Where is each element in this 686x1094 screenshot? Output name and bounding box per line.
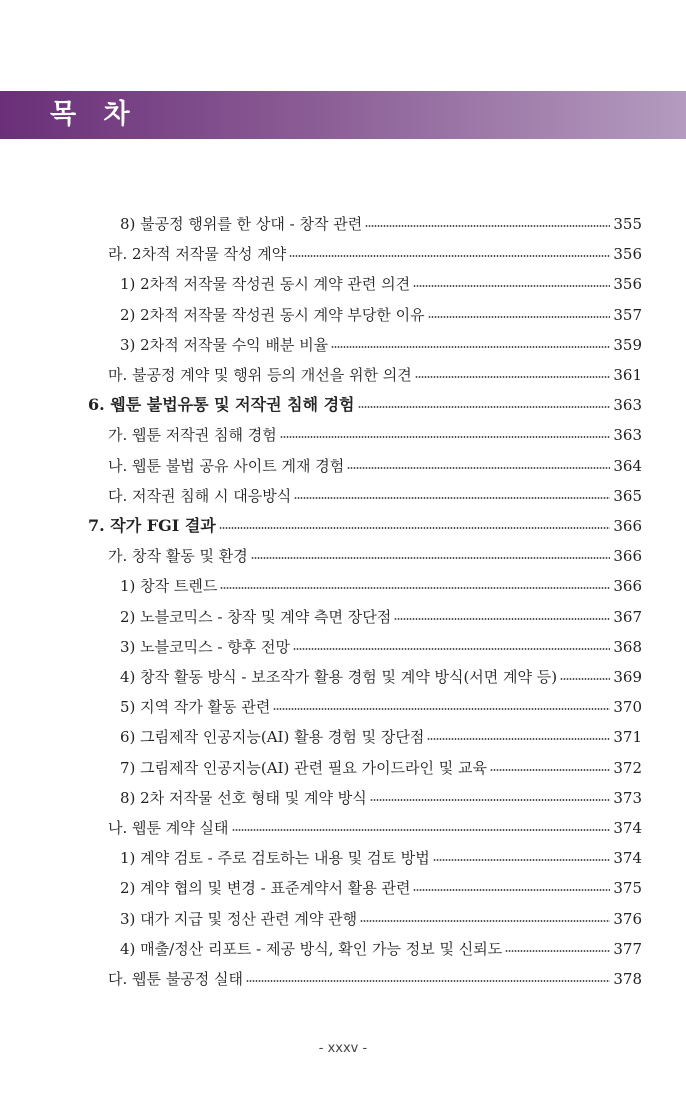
- dot-leader: [428, 316, 611, 318]
- dot-leader: [232, 829, 611, 831]
- dot-leader: [365, 225, 610, 227]
- dot-leader: [415, 376, 611, 378]
- toc-entry[interactable]: [88, 390, 642, 420]
- toc-entry-label: 4) 매출/정산 리포트 - 제공 방식, 확인 가능 정보 및 신뢰도: [120, 939, 503, 958]
- header-band: [0, 91, 686, 139]
- dot-leader: [433, 859, 611, 861]
- toc-entry-page: 364: [613, 456, 642, 475]
- toc-entry[interactable]: [120, 300, 642, 330]
- dot-leader: [370, 799, 611, 801]
- page-title: 목 차: [50, 99, 139, 130]
- toc-entry-label: 가. 웹툰 저작권 침해 경험: [108, 426, 277, 445]
- toc-entry-page: 376: [613, 909, 642, 928]
- toc-entry[interactable]: [120, 602, 642, 632]
- toc-entry-page: 356: [613, 275, 642, 294]
- dot-leader: [360, 920, 610, 922]
- toc-entry-label: 3) 노블코믹스 - 향후 전망: [120, 637, 290, 656]
- toc-entry-label: 8) 불공정 행위를 한 상대 - 창작 관련: [120, 215, 363, 233]
- toc-entry-label: 3) 2차적 저작물 수익 배분 비율: [120, 335, 329, 354]
- dot-leader: [220, 587, 610, 589]
- dot-leader: [289, 255, 610, 257]
- toc-entry-page: 357: [613, 305, 642, 324]
- toc-entry-page: 373: [613, 788, 642, 807]
- toc-entry-page: 375: [613, 879, 642, 898]
- toc-entry[interactable]: [108, 420, 642, 450]
- toc-entry-page: 369: [613, 668, 642, 686]
- dot-leader: [560, 678, 610, 680]
- dot-leader: [246, 980, 610, 982]
- toc-entry-label: 3) 대가 지급 및 정산 관련 계약 관행: [120, 909, 358, 928]
- toc-entry-page: 356: [613, 245, 642, 264]
- toc-entry-label: 7. 작가 FGI 결과: [88, 516, 216, 535]
- toc-entry-page: 366: [613, 517, 642, 535]
- toc-entry-label: 7) 그림제작 인공지능(AI) 관련 필요 가이드라인 및 교육: [120, 758, 488, 777]
- dot-leader: [331, 346, 610, 348]
- toc-entry[interactable]: [120, 571, 642, 601]
- toc-entry[interactable]: [120, 904, 642, 934]
- toc-entry-label: 4) 창작 활동 방식 - 보조작가 활용 경험 및 계약 방식(서면 계약 등): [120, 668, 558, 686]
- dot-leader: [251, 557, 611, 559]
- toc-entry[interactable]: [88, 511, 642, 541]
- toc-entry[interactable]: [108, 239, 642, 269]
- toc-entry[interactable]: [120, 934, 642, 964]
- toc-entry-page: 368: [613, 637, 642, 656]
- toc-entry[interactable]: [120, 692, 642, 722]
- toc-entry-page: 361: [613, 366, 642, 384]
- dot-leader: [394, 618, 610, 620]
- toc-entry-page: 378: [613, 970, 642, 988]
- toc-entry[interactable]: [108, 481, 642, 511]
- toc-entry[interactable]: [120, 843, 642, 873]
- toc-entry-label: 나. 웹툰 계약 실태: [108, 819, 229, 837]
- toc-entry[interactable]: [120, 753, 642, 783]
- toc-entry-label: 2) 2차적 저작물 작성권 동시 계약 부당한 이유: [120, 305, 425, 324]
- toc-entry-page: 363: [613, 396, 642, 415]
- dot-leader: [219, 527, 611, 529]
- toc-entry-page: 367: [613, 607, 642, 626]
- dot-leader: [280, 436, 611, 438]
- toc-entry-page: 366: [613, 547, 642, 566]
- toc-entry-label: 1) 계약 검토 - 주로 검토하는 내용 및 검토 방법: [120, 849, 430, 868]
- toc-entry-page: 359: [613, 335, 642, 354]
- dot-leader: [294, 497, 610, 499]
- toc-entry-page: 371: [613, 728, 642, 747]
- dot-leader: [505, 950, 610, 952]
- toc-entry-label: 6) 그림제작 인공지능(AI) 활용 경험 및 장단점: [120, 728, 425, 747]
- toc-entry-label: 2) 노블코믹스 - 창작 및 계약 측면 장단점: [120, 607, 392, 626]
- toc-entry-label: 1) 2차적 저작물 작성권 동시 계약 관련 의견: [120, 275, 411, 294]
- toc-entry[interactable]: [120, 662, 642, 692]
- toc-entry[interactable]: [108, 964, 642, 994]
- toc-entry[interactable]: [108, 451, 642, 481]
- dot-leader: [293, 648, 610, 650]
- dot-leader: [427, 738, 610, 740]
- toc-entry-label: 다. 저작권 침해 시 대응방식: [108, 486, 292, 505]
- toc-entry[interactable]: [108, 360, 642, 390]
- toc-entry[interactable]: [120, 873, 642, 903]
- toc-entry-page: 377: [613, 939, 642, 958]
- toc-entry-page: 372: [613, 758, 642, 777]
- toc-entry-page: 374: [613, 819, 642, 837]
- toc-entry-page: 365: [613, 486, 642, 505]
- dot-leader: [347, 467, 610, 469]
- toc-entry[interactable]: [108, 813, 642, 843]
- dot-leader: [413, 285, 610, 287]
- toc-entry[interactable]: [120, 209, 642, 239]
- toc-entry-page: 363: [613, 426, 642, 445]
- toc-entry-page: 366: [613, 577, 642, 596]
- toc-entry-label: 라. 2차적 저작물 작성 계약: [108, 245, 287, 264]
- toc-entry-label: 1) 창작 트렌드: [120, 577, 218, 596]
- dot-leader: [358, 406, 611, 408]
- toc-entry-label: 나. 웹툰 불법 공유 사이트 게재 경험: [108, 456, 345, 475]
- toc-entry[interactable]: [120, 722, 642, 752]
- toc-entry[interactable]: [120, 632, 642, 662]
- toc-entry[interactable]: [120, 783, 642, 813]
- toc-entry-page: 370: [613, 698, 642, 717]
- toc-entry-label: 5) 지역 작가 활동 관련: [120, 698, 271, 717]
- toc-entry-label: 6. 웹툰 불법유통 및 저작권 침해 경험: [88, 395, 355, 415]
- toc-entry-label: 다. 웹툰 불공정 실태: [108, 970, 243, 988]
- dot-leader: [413, 889, 610, 891]
- toc-entry[interactable]: [120, 269, 642, 299]
- dot-leader: [490, 769, 610, 771]
- dot-leader: [273, 708, 610, 710]
- page-number: - xxxv -: [318, 1041, 368, 1056]
- toc-entry-page: 355: [613, 215, 642, 233]
- toc-entry[interactable]: [120, 330, 642, 360]
- toc-entry-page: 374: [613, 849, 642, 868]
- toc-entry-label: 2) 계약 협의 및 변경 - 표준계약서 활용 관련: [120, 879, 411, 898]
- toc-entry[interactable]: [108, 541, 642, 571]
- toc-entry-label: 마. 불공정 계약 및 행위 등의 개선을 위한 의견: [108, 366, 412, 384]
- toc-entry-label: 8) 2차 저작물 선호 형태 및 계약 방식: [120, 788, 367, 807]
- toc-entry-label: 가. 창작 활동 및 환경: [108, 547, 248, 566]
